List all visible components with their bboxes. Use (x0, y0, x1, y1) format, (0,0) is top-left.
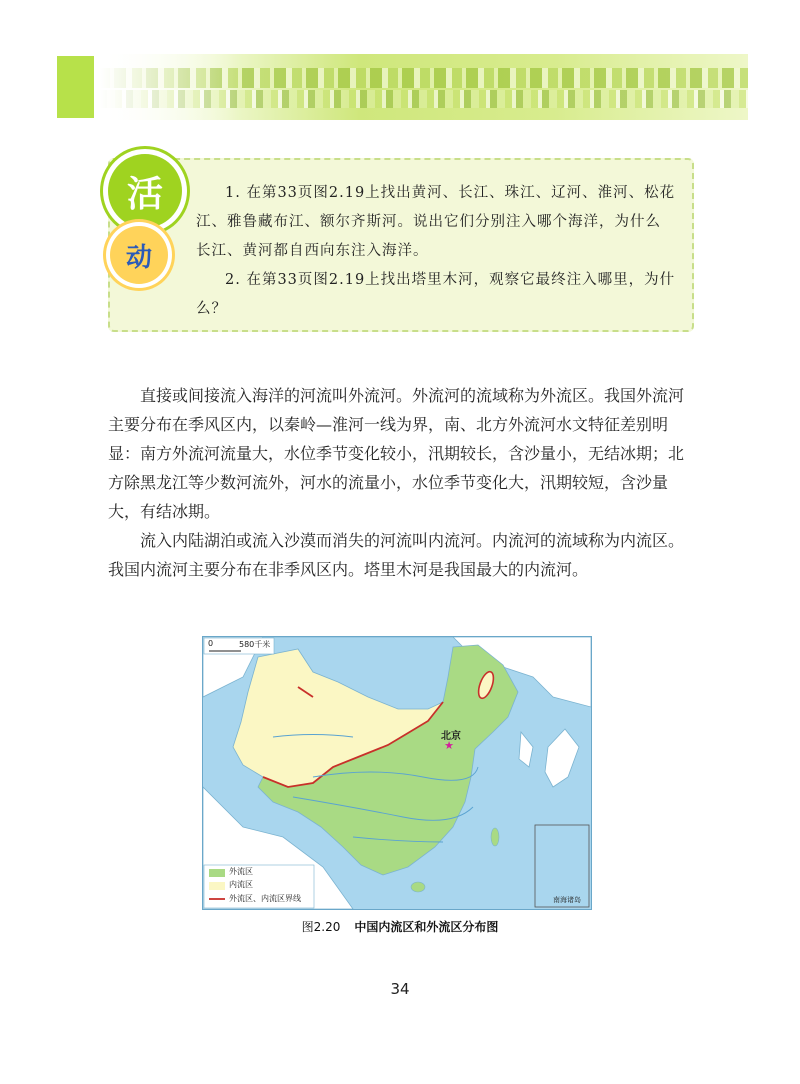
activity-badge-top: 活 (108, 154, 182, 228)
capital-label: 北京 (441, 731, 461, 742)
legend-label-interior: 内流区 (229, 880, 253, 889)
taiwan-island (491, 828, 499, 846)
legend-label-boundary: 外流区、内流区界线 (229, 894, 301, 903)
paragraph-interior-rivers: 流入内陆湖泊或流入沙漠而消失的河流叫内流河。内流河的流域称为内流区。我国内流河主要分布在非季风区内。塔里木河是我国最大的内流河。 (108, 531, 685, 579)
figure-title: 中国内流区和外流区分布图 (354, 920, 499, 934)
hainan-island (411, 882, 425, 892)
activity-badge-bottom: 动 (110, 226, 168, 284)
legend-label-exterior: 外流区 (229, 867, 253, 876)
body-text (108, 381, 694, 584)
header-banner (100, 54, 748, 120)
legend-swatch-exterior (209, 869, 225, 877)
figure-number: 图2.20 (301, 920, 341, 934)
paragraph-exterior-rivers: 直接或间接流入海洋的河流叫外流河。外流河的流域称为外流区。我国外流河主要分布在季风区内，以秦岭—淮河一线为界，南、北方外流河水文特征差别明显：南方外流河流量大，水位季节变化较小，汛期较长，含沙量小，无结冰期；北方除黑龙江等少数河流外，河水的流量小，水位季节变化大，汛期较短，含沙量大，有结冰期。 (108, 386, 685, 521)
legend-swatch-interior (209, 882, 225, 890)
map-graphic (203, 637, 591, 909)
korea-japan (519, 729, 579, 787)
china-drainage-map (202, 636, 592, 910)
scale-zero: 0 (208, 639, 214, 648)
figure-caption (0, 918, 800, 935)
activity-item-2: 2. 在第33页图2.19上找出塔里木河，观察它最终注入哪里，为什么？ (196, 272, 676, 317)
activity-item-1: 1. 在第33页图2.19上找出黄河、长江、珠江、辽河、淮河、松花江、雅鲁藏布江、额尔齐斯河。说出它们分别注入哪个海洋，为什么长江、黄河都自西向东注入海洋。 (196, 185, 676, 259)
header-color-block (57, 56, 94, 118)
inset-label: 南海诸岛 (553, 896, 581, 904)
page-number: 34 (390, 980, 410, 998)
activity-text (196, 179, 676, 324)
capital-star: ★ (444, 739, 454, 752)
scale-label: 580千米 (239, 640, 271, 649)
